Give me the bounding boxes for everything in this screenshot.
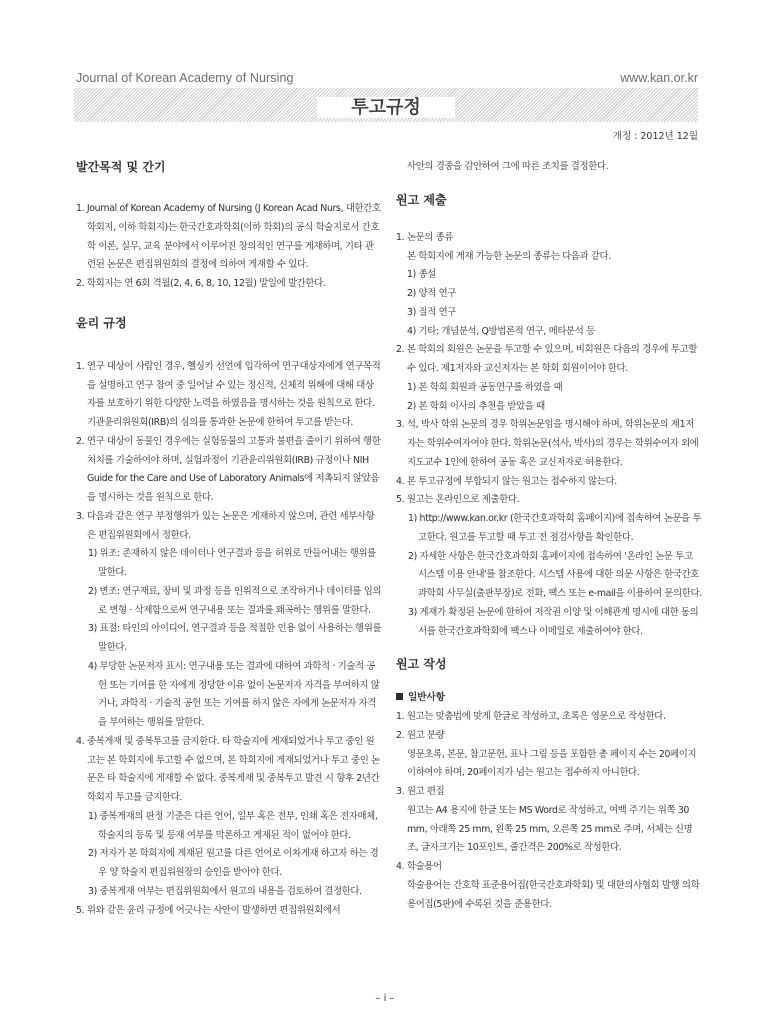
ethics-3-sub-4: 4) 부당한 논문저자 표시: 연구내용 또는 결과에 대하여 과학적 · 기술적 공헌 또는 기여를 한 자에게 정당한 이유 없이 논문저자 자격을 부여하지 않거나, 과학적 · 기술적 공헌 또는 기여를 하지 않은 자에게 논문저자 자격을 부여하는 행위를 말한다. [88,660,380,728]
submission-item-4: 4. 본 투고규정에 부합되지 않는 원고는 접수하지 않는다. [396,475,617,487]
submission-1-sub-4: 4) 기타: 개념분석, Q방법론적 연구, 메타분석 등 [407,325,595,337]
ethics-3-sub-2: 2) 변조: 연구재료, 장비 및 과정 등을 인위적으로 조작하거나 데이터를 임의로 변형 · 삭제함으로써 연구내용 또는 결과를 왜곡하는 행위를 말한다. [88,585,382,616]
submission-1-sub-1: 1) 종설 [407,269,436,281]
ethics-item-1: 1. 연구 대상이 사람인 경우, 헬싱키 선언에 입각하여 연구대상자에게 연구목적을 설명하고 연구 참여 중 일어날 수 있는 정신적, 신체적 위해에 대해 대상자를 보호하기 위한 다양한 노력을 하였음을 명시하는 것을 원칙으로 한다. 기관윤리위원회(IRB)의 심의를 통과한 논문에 한하여 투고를 받는다. [76,360,381,428]
ethics-3-sub-3: 3) 표절: 타인의 아이디어, 연구결과 등을 적절한 인용 없이 사용하는 행위를 말한다. [88,623,382,653]
submission-1-sub-3: 3) 질적 연구 [407,306,457,318]
general-item-2: 2. 원고 분량 [396,729,445,741]
ethics-4-sub-3: 3) 중복게재 여부는 편집위원회에서 원고의 내용을 검토하여 결정한다. [88,885,362,897]
submission-2-sub-2: 2) 본 학회 이사의 추천을 받았을 때 [407,400,545,412]
ethics-heading: 윤리 규정 [76,315,127,330]
journal-name: Journal of Korean Academy of Nursing [76,71,294,85]
ethics-item-5-continued: 사안의 경중을 감안하여 그에 따른 조치를 결정한다. [407,161,609,172]
submission-item-3: 3. 석, 박사 학위 논문의 경우 학위논문임을 명시해야 하며, 학위논문의 제1저자는 학위수여자여야 한다. 학위논문(석사, 박사)의 경우는 학위수여자 외에 지도교수 1인에 한하여 공동 혹은 교신저자로 허용한다. [396,419,699,468]
purpose-item-1: 1. Journal of Korean Academy of Nursing (J Korean Acad Nurs, 대한간호학회지, 이하 학회지)는 한국간호과학회(이하 학회)의 공식 학술지로서 간호학 이론, 실무, 교육 분야에서 이루어진 창의적인 연구를 게재하며, 기타 관련된 논문은 편집위원회의 결정에 의하여 게재할 수 있다. [76,203,381,271]
ethics-item-5: 5. 위와 같은 윤리 규정에 어긋나는 사안이 발생하면 편집위원회에서 [76,904,341,916]
writing-heading: 원고 작성 [396,657,447,672]
right-column [396,158,702,914]
ethics-4-sub-1: 1) 중복게재의 판정 기준은 다른 언어, 일부 혹은 전부, 인쇄 혹은 전자매체, 학술지의 등록 및 등재 여부를 막론하고 게재된 적이 없어야 한다. [88,810,378,841]
general-item-4: 4. 학술용어 [396,861,442,872]
general-2-text: 영문초록, 본문, 참고문헌, 표나 그림 등을 포함한 총 페이지 수는 20페이지 이하여야 하며, 20페이지가 넘는 원고는 접수하지 아니한다. [407,748,697,779]
submission-1-intro: 본 학회지에 게재 가능한 논문의 종류는 다음과 같다. [407,250,611,262]
page-title-wrapper [74,93,698,119]
purpose-heading: 발간목적 및 간기 [76,160,166,174]
title-band [74,88,698,122]
page-number: – i – [375,993,395,1004]
ethics-4-sub-2: 2) 저자가 본 학회지에 게재된 원고를 다른 언어로 이차게재 하고자 하는 경우 양 학술지 편집위원장의 승인을 받아야 한다. [88,848,379,878]
general-3-text: 원고는 A4 용지에 한글 또는 MS Word로 작성하고, 여백 주기는 위쪽 30 mm, 아래쪽 25 mm, 왼쪽 25 mm, 오른쪽 25 mm로 주며, 서체는 신명조, 글자크기는 10포인트, 줄간격은 200%로 작성한다. [407,804,693,854]
general-4-text: 학술용어는 간호학 표준용어집(한국간호과학회) 및 대한의사협회 발행 의학용어집(5판)에 수록된 것을 준용한다. [407,879,700,910]
ethics-item-4: 4. 중복게재 및 중복투고를 금지한다. 타 학술지에 게재되었거나 투고 중인 원고는 본 학회지에 투고할 수 없으며, 본 학회지에 게재되었거나 투고 중인 논문은 타 학술지에 게재할 수 없다. 중복게재 및 중복투고 발견 시 향후 2년간 학회지 투고를 금지한다. [76,735,380,803]
submission-item-1: 1. 논문의 종류 [396,231,454,243]
journal-website: www.kan.or.kr [620,71,698,85]
submission-5-sub-3: 3) 게재가 확정된 논문에 한하여 저작권 이양 및 이해관계 명시에 대한 동의서를 한국간호과학회에 팩스나 이메일로 제출하여야 한다. [408,606,699,637]
ethics-item-2: 2. 연구 대상이 동물인 경우에는 실험동물의 고통과 불편을 줄이기 위하여 행한 처치를 기술하여야 하며, 실험과정이 기관윤리위원회(IRB) 규정이나 NIH Guide for the Care and Use of Laboratory Animals에 저촉되지 않았음을 명시하는 것을 원칙으로 한다. [76,435,381,503]
submission-1-sub-2: 2) 양적 연구 [407,288,457,299]
submission-heading: 원고 제출 [396,192,447,207]
general-subheading-label: 일반사항 [408,692,446,704]
submission-2-sub-1: 1) 본 학회 회원과 공동연구를 하였을 때 [407,381,563,393]
square-bullet-icon [396,693,403,700]
page-title: 투고규정 [317,97,455,118]
ethics-3-sub-1: 1) 위조: 존재하지 않은 데이터나 연구결과 등을 허위로 만들어내는 행위를 말한다. [88,548,376,578]
general-item-1: 1. 원고는 맞춤법에 맞게 한글로 작성하고, 초록은 영문으로 작성한다. [396,711,666,722]
ethics-item-3: 3. 다음과 같은 연구 부정행위가 있는 논문은 게재하지 않으며, 관련 세부사항은 편집위원회에서 정한다. [76,510,375,541]
purpose-item-2: 2. 학회지는 연 6회 격월(2, 4, 6, 8, 10, 12월) 말일에 발간한다. [76,278,326,289]
submission-item-2: 2. 본 학회의 회원은 논문을 투고할 수 있으며, 비회원은 다음의 경우에 투고할 수 있다. 제1저자와 교신저자는 본 학회 회원이어야 한다. [396,344,697,374]
submission-item-5: 5. 원고는 온라인으로 제출한다. [396,494,520,506]
general-subheading [396,689,702,708]
left-column [76,158,382,920]
submission-5-sub-2: 2) 자세한 사항은 한국간호과학회 홈페이지에 접속하여 '온라인 논문 투고 시스템 이용 안내'를 참조한다. 시스템 사용에 대한 의문 사항은 한국간호과학회 사무실(출판부장)로 전화, 팩스 또는 e-mail을 이용하여 문의한다. [408,550,702,599]
submission-5-sub-1: 1) http://www.kan.or.kr (한국간호과학회 홈페이지)에 접속하여 논문을 투고한다. 원고를 투고할 때 투고 전 점검사항을 확인한다. [408,513,702,543]
general-item-3: 3. 원고 편집 [396,786,445,797]
revision-date: 개정 : 2012년 12월 [612,131,698,142]
